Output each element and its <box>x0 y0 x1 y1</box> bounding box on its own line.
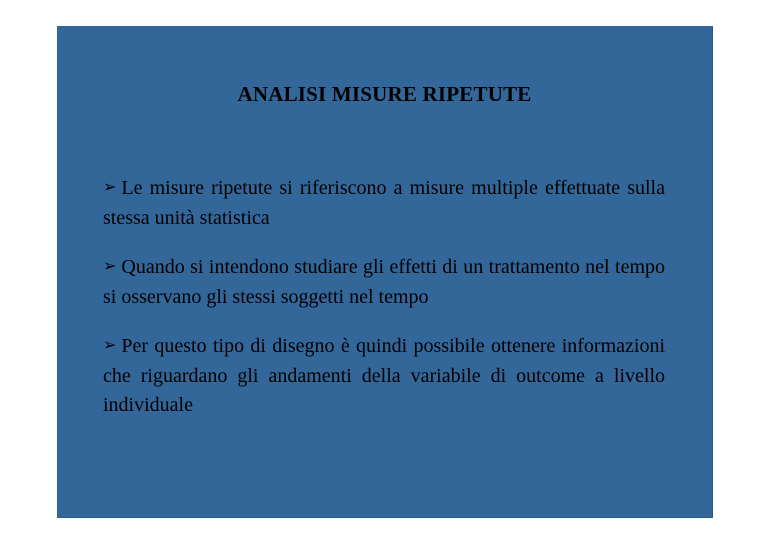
bullet-text: Per questo tipo di disegno è quindi possibile ottenere informazioni che riguardano gli andamenti della variabile di outcome a livello individuale <box>103 335 665 416</box>
slide <box>57 26 713 518</box>
bullet-item <box>103 332 665 420</box>
bullet-list <box>103 174 665 440</box>
bullet-text: Le misure ripetute si riferiscono a misure multiple effettuate sulla stessa unità statistica <box>103 177 665 229</box>
bullet-text: Quando si intendono studiare gli effetti di un trattamento nel tempo si osservano gli stessi soggetti nel tempo <box>103 256 665 308</box>
bullet-item <box>103 253 665 312</box>
arrow-bullet-icon: ➢ <box>103 337 117 354</box>
bullet-item <box>103 174 665 233</box>
arrow-bullet-icon: ➢ <box>103 258 117 275</box>
arrow-bullet-icon: ➢ <box>103 179 117 196</box>
slide-title: ANALISI MISURE RIPETUTE <box>237 82 532 106</box>
